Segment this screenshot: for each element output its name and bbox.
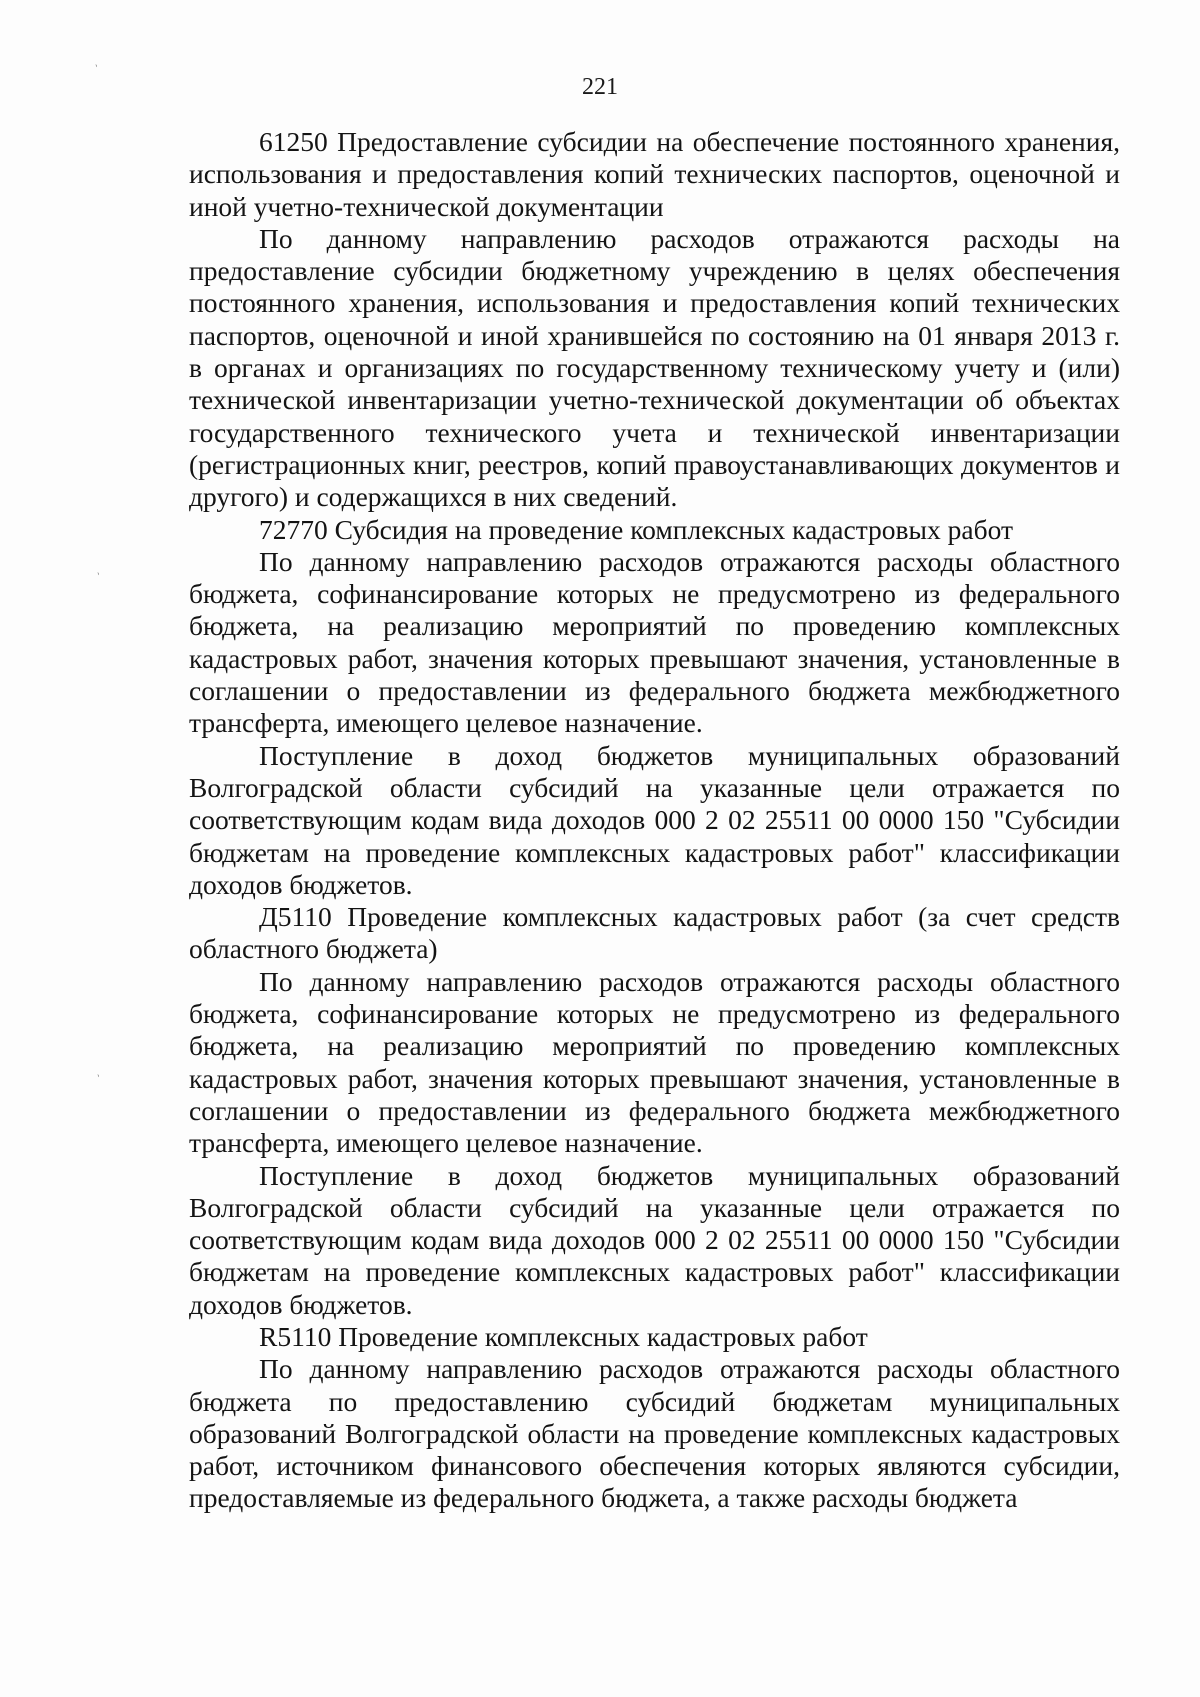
section-heading: 72770 Субсидия на проведение комплексных кадастровых работ [259,513,1013,545]
body-paragraph: По данному направлению расходов отражаются расходы областного бюджета, софинансирование которых не предусмотрено из федерального бюджета, на реализацию мероприятий по проведению комплексных кадастровых работ, значения которых превышают значения, установленные в соглашении о предоставлении из федерального бюджета межбюджетного трансферта, имеющего целевое назначение. [189,965,1120,1159]
document-body [189,126,1120,1515]
body-paragraph: По данному направлению расходов отражаются расходы областного бюджета по предоставлению субсидий бюджетам муниципальных образований Волгоградской области на проведение комплексных кадастровых работ, источником финансового обеспечения которых являются субсидии, предоставляемые из федерального бюджета, а также расходы бюджета [189,1353,1120,1514]
scan-mark: ` [90,570,102,584]
page-number: 221 [582,74,618,100]
body-paragraph: По данному направлению расходов отражаются расходы на предоставление субсидии бюджетному учреждению в целях обеспечения постоянного хранения, использования и предоставления копий технических паспортов, оценочной и иной хранившейся по состоянию на 01 января 2013 г. в органах и организациях по государственному техническому учету и (или) технической инвентаризации учетно-технической документации об объектах государственного технического учета и технической инвентаризации (регистрационных книг, реестров, копий правоустанавливающих документов и другого) и содержащихся в них сведений. [189,222,1120,513]
scan-mark: ` [90,1072,102,1086]
body-paragraph: Поступление в доход бюджетов муниципальных образований Волгоградской области субсидий на указанные цели отражается по соответствующим кодам вида доходов 000 2 02 25511 00 0000 150 "Субсидии бюджетам на проведение комплексных кадастровых работ" классификации доходов бюджетов. [189,1159,1120,1320]
body-paragraph: По данному направлению расходов отражаются расходы областного бюджета, софинансирование которых не предусмотрено из федерального бюджета, на реализацию мероприятий по проведению комплексных кадастровых работ, значения которых превышают значения, установленные в соглашении о предоставлении из федерального бюджета межбюджетного трансферта, имеющего целевое назначение. [189,545,1120,739]
scan-mark: ` [88,62,100,76]
section-heading: 61250 Предоставление субсидии на обеспечение постоянного хранения, использования и предоставления копий технических паспортов, оценочной и иной учетно-технической документации [189,126,1120,222]
section-heading: Д5110 Проведение комплексных кадастровых работ (за счет средств областного бюджета) [189,901,1120,965]
body-paragraph: Поступление в доход бюджетов муниципальных образований Волгоградской области субсидий на указанные цели отражается по соответствующим кодам вида доходов 000 2 02 25511 00 0000 150 "Субсидии бюджетам на проведение комплексных кадастровых работ" классификации доходов бюджетов. [189,739,1120,900]
section-heading: R5110 Проведение комплексных кадастровых работ [259,1320,868,1352]
